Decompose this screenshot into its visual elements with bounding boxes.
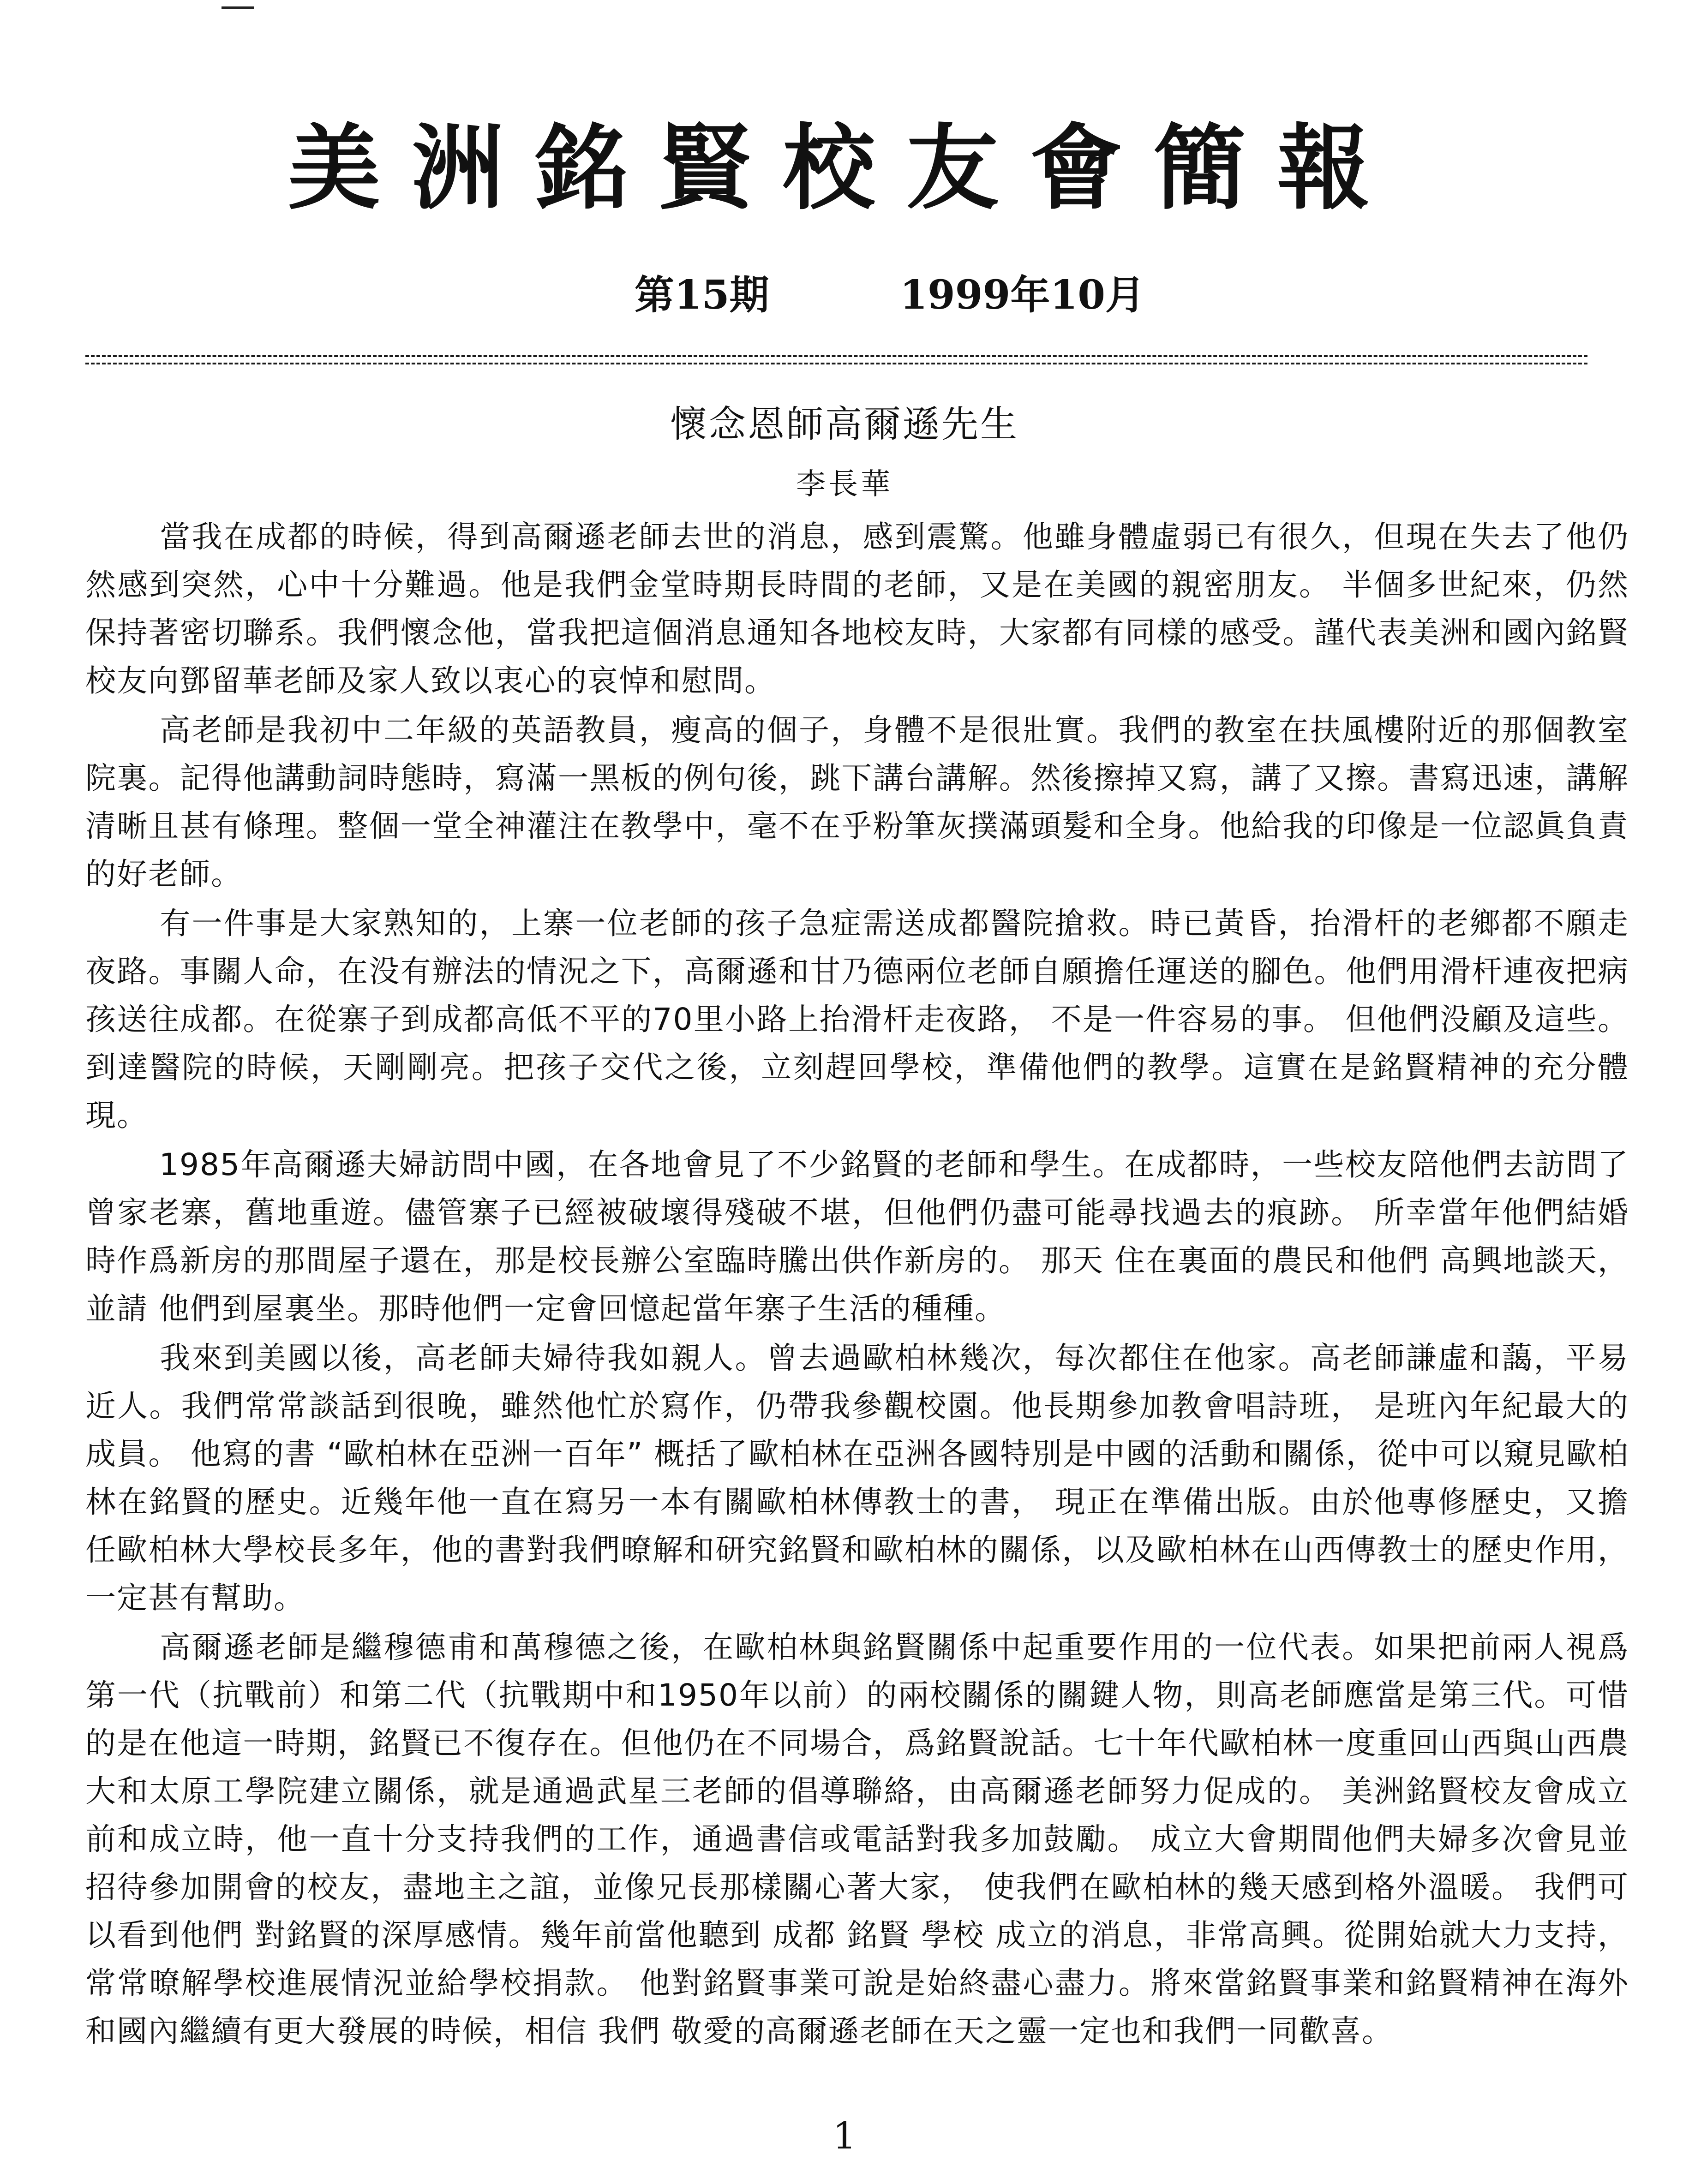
header-divider xyxy=(85,355,1587,357)
header-divider xyxy=(85,363,1587,364)
issue-line xyxy=(0,272,1689,318)
article-paragraph xyxy=(85,1141,1629,1333)
issue-number: 第15期 xyxy=(635,272,769,318)
newsletter-masthead: 美洲銘賢校友會簡報 xyxy=(287,114,1401,222)
article-paragraph xyxy=(85,1334,1629,1622)
page-number: 1 xyxy=(833,2114,856,2157)
issue-date: 1999年10月 xyxy=(900,272,1145,318)
paragraph-text: 有一件事是大家熟知的，上寨一位老師的孩子急症需送成都醫院搶救。時已黃昏，抬滑杆的老鄉都不願走夜路。事關人命，在没有辦法的情況之下，高爾遜和甘乃德兩位老師自願擔任運送的腳色。他們用滑杆連夜把病孩送往成都。在從寨子到成都高低不平的70里小路上抬滑杆走夜路， 不是一件容易的事。 但他們没顧及這些。到達醫院的時候，天剛剛亮。把孩子交代之後，立刻趕回學校，準備他們的教學。這實在是銘賢精神的充分體現。 xyxy=(85,906,1629,1133)
article-paragraph xyxy=(85,513,1629,705)
article-paragraph xyxy=(85,706,1629,898)
article-title: 懷念恩師高爾遜先生 xyxy=(670,403,1019,446)
paragraph-text: 1985年高爾遜夫婦訪問中國，在各地會見了不少銘賢的老師和學生。在成都時，一些校友陪他們去訪問了曾家老寨，舊地重遊。儘管寨子已經被破壞得殘破不堪，但他們仍盡可能尋找過去的痕跡。 所幸當年他們結婚時作爲新房的那間屋子還在，那是校長辦公室臨時騰出供作新房的。 那天 住在裏面的農民和他們 高興地談天，並請 他們到屋裏坐。那時他們一定會回憶起當年寨子生活的種種。 xyxy=(85,1147,1629,1326)
paragraph-text: 高爾遜老師是繼穆德甫和萬穆德之後，在歐柏林與銘賢關係中起重要作用的一位代表。如果把前兩人視爲 第一代（抗戰前）和第二代（抗戰期中和1950年以前）的兩校關係的關鍵人物，則高老師應當是第三代。可惜的是在他這一時期，銘賢已不復存在。但他仍在不同場合，爲銘賢說話。七十年代歐柏林一度重回山西與山西農大和太原工學院建立關係，就是通過武星三老師的倡導聯絡，由高爾遜老師努力促成的。 美洲銘賢校友會成立前和成立時，他一直十分支持我們的工作，通過書信或電話對我多加鼓勵。 成立大會期間他們夫婦多次會見並招待參加開會的校友，盡地主之誼，並像兄長那樣關心著大家， 使我們在歐柏林的幾天感到格外溫暖。 我們可以看到他們 對銘賢的深厚感情。幾年前當他聽到 成都 銘賢 學校 成立的消息，非常高興。從開始就大力支持，常常暸解學校進展情況並給學校捐款。 他對銘賢事業可說是始終盡心盡力。將來當銘賢事業和銘賢精神在海外和國內繼續有更大發展的時候，相信 我們 敬愛的高爾遜老師在天之靈一定也和我們一同歡喜。 xyxy=(85,1629,1629,2049)
article-author: 李長華 xyxy=(796,467,893,501)
article-body xyxy=(85,513,1629,2057)
article-paragraph xyxy=(85,1623,1629,2055)
article-paragraph xyxy=(85,900,1629,1140)
paragraph-text: 高老師是我初中二年級的英語教員，瘦高的個子，身體不是很壯實。我們的教室在扶風樓附近的那個教室院裏。記得他講動詞時態時，寫滿一黑板的例句後，跳下講台講解。然後擦掉又寫，講了又擦。書寫迅速，講解清晰且甚有條理。整個一堂全神灌注在教學中，毫不在乎粉筆灰撲滿頭髮和全身。他給我的印像是一位認眞負責的好老師。 xyxy=(85,712,1629,892)
scan-mark xyxy=(222,6,254,9)
paragraph-text: 當我在成都的時候，得到高爾遜老師去世的消息，感到震驚。他雖身體虛弱已有很久，但現在失去了他仍然感到突然，心中十分難過。他是我們金堂時期長時間的老師，又是在美國的親密朋友。 半個多世紀來，仍然保持著密切聯系。我們懷念他，當我把這個消息通知各地校友時，大家都有同樣的感受。謹代表美洲和國內銘賢校友向鄧留華老師及家人致以衷心的哀悼和慰問。 xyxy=(85,519,1629,698)
paragraph-text: 我來到美國以後，高老師夫婦待我如親人。曾去過歐柏林幾次，每次都住在他家。高老師謙虛和藹，平易近人。我們常常談話到很晚，雖然他忙於寫作，仍帶我參觀校園。他長期參加教會唱詩班， 是班內年紀最大的成員。 他寫的書 “歐柏林在亞洲一百年” 概括了歐柏林在亞洲各國特別是中國的活動和關係，從中可以窺見歐柏林在銘賢的歷史。近幾年他一直在寫另一本有關歐柏林傳教士的書， 現正在準備出版。由於他專修歷史，又擔任歐柏林大學校長多年，他的書對我們暸解和研究銘賢和歐柏林的關係，以及歐柏林在山西傳教士的歷史作用，一定甚有幫助。 xyxy=(85,1340,1629,1616)
